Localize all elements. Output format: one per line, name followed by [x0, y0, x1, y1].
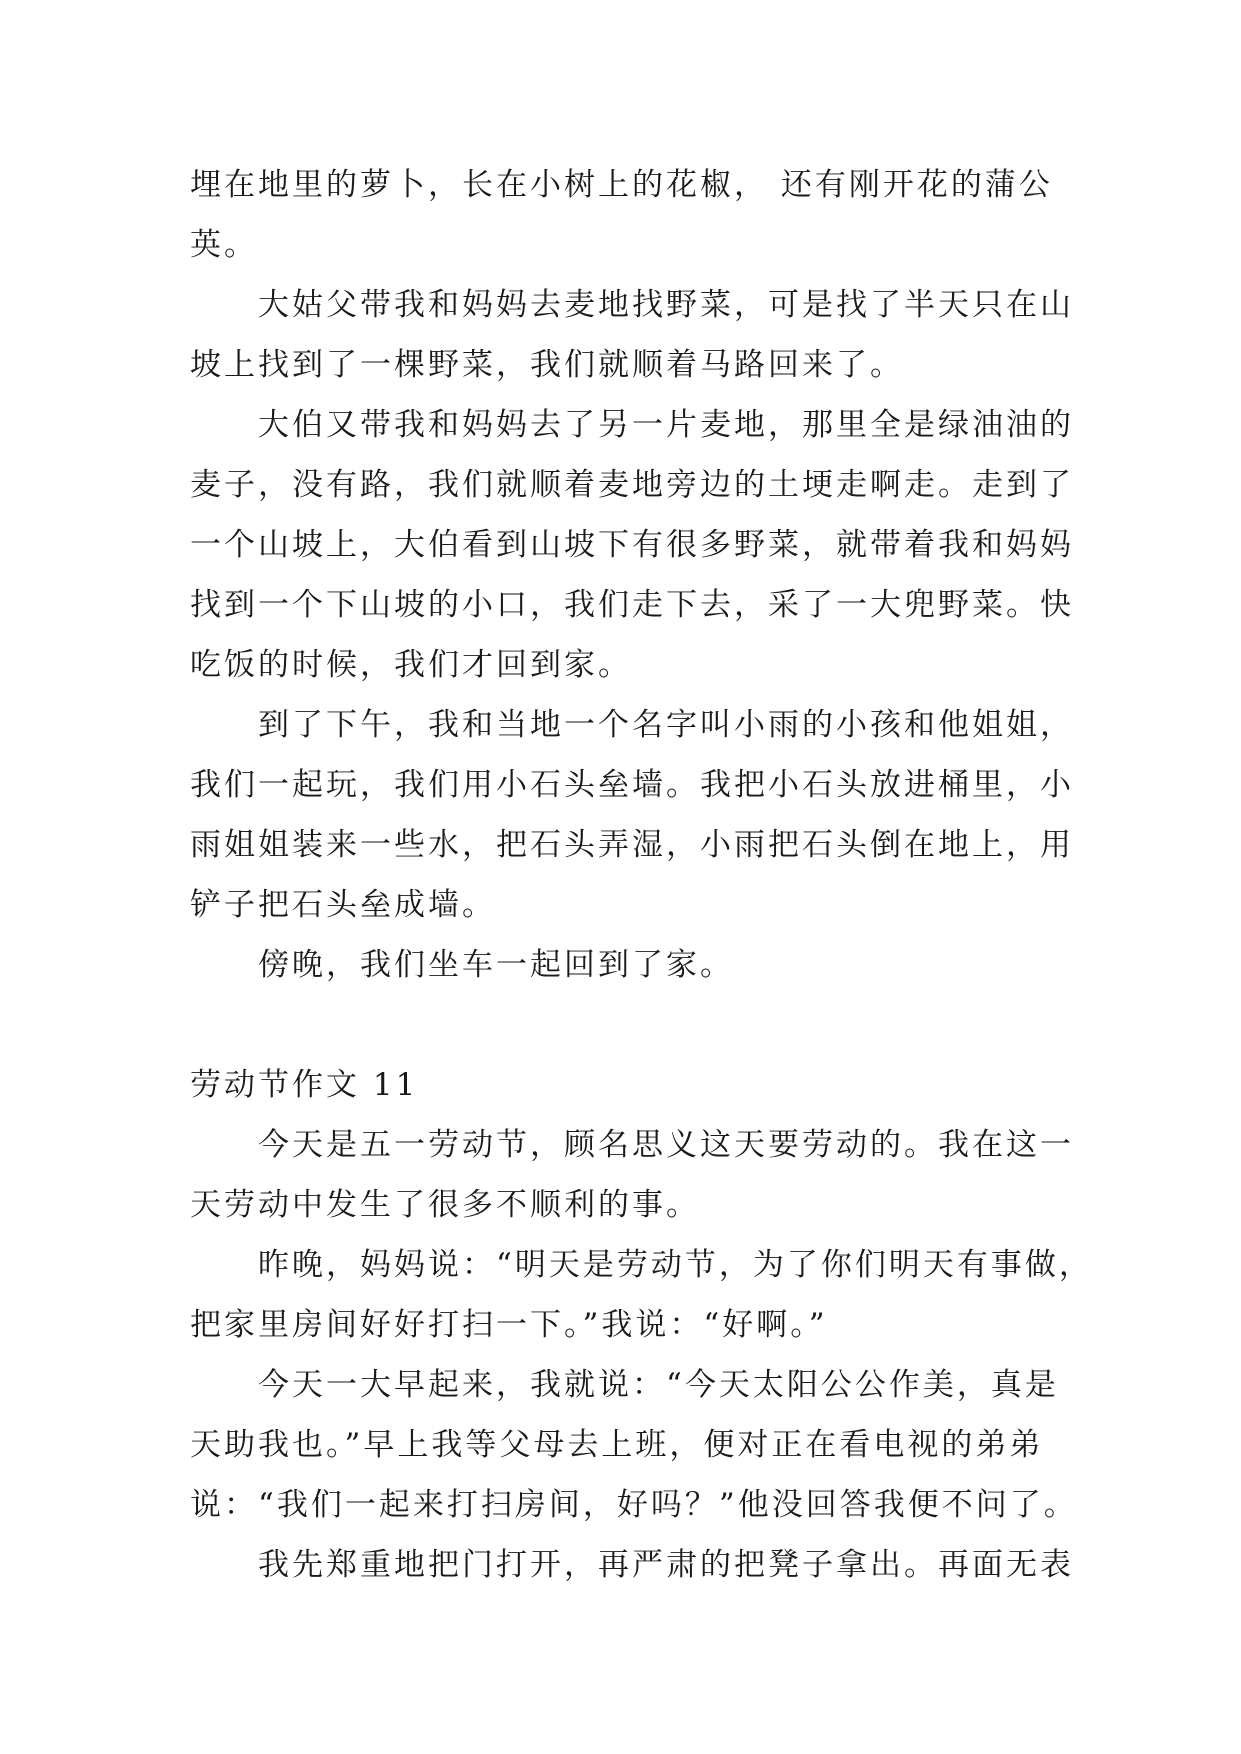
paragraph-start-line: 大姑父带我和妈妈去麦地找野菜，可是找了半天只在山 — [258, 287, 1074, 323]
text-line: 英。 — [190, 227, 258, 263]
text-line: 麦子，没有路，我们就顺着麦地旁边的土埂走啊走。走到了 — [190, 467, 1074, 503]
paragraph-start-line: 大伯又带我和妈妈去了另一片麦地，那里全是绿油油的 — [258, 407, 1074, 443]
text-line: 铲子把石头垒成墙。 — [190, 887, 496, 923]
text-line: 把家里房间好好打扫一下。”我说：“好啊。” — [190, 1307, 828, 1343]
paragraph-start-line: 我先郑重地把门打开，再严肃的把凳子拿出。再面无表 — [258, 1547, 1074, 1583]
text-line: 天助我也。”早上我等父母去上班，便对正在看电视的弟弟 — [190, 1427, 1044, 1463]
text-line: 找到一个下山坡的小口，我们走下去，采了一大兜野菜。快 — [190, 587, 1074, 623]
paragraph-start-line: 今天是五一劳动节，顾名思义这天要劳动的。我在这一 — [258, 1127, 1074, 1163]
text-line: 我们一起玩，我们用小石头垒墙。我把小石头放进桶里，小 — [190, 767, 1074, 803]
text-line: 一个山坡上，大伯看到山坡下有很多野菜，就带着我和妈妈 — [190, 527, 1074, 563]
text-line: 吃饭的时候，我们才回到家。 — [190, 647, 632, 683]
text-line: 埋在地里的萝卜，长在小树上的花椒， 还有刚开花的蒲公 — [190, 167, 1053, 203]
paragraph-start-line: 昨晚，妈妈说：“明天是劳动节，为了你们明天有事做， — [258, 1247, 1093, 1283]
paragraph-start-line: 今天一大早起来，我就说：“今天太阳公公作美，真是 — [258, 1367, 1059, 1403]
text-line: 天劳动中发生了很多不顺利的事。 — [190, 1187, 700, 1223]
section-gap — [190, 995, 1070, 1055]
text-line: 说：“我们一起来打扫房间，好吗？”他没回答我便不问了。 — [190, 1487, 1078, 1523]
paragraph-start-line: 到了下午，我和当地一个名字叫小雨的小孩和他姐姐， — [258, 707, 1074, 743]
paragraph-start-line: 傍晚，我们坐车一起回到了家。 — [258, 947, 734, 983]
document-body — [190, 155, 1093, 1595]
text-line: 坡上找到了一棵野菜，我们就顺着马路回来了。 — [190, 347, 904, 383]
text-line: 雨姐姐装来一些水，把石头弄湿，小雨把石头倒在地上，用 — [190, 827, 1074, 863]
section-heading: 劳动节作文 11 — [190, 1067, 419, 1103]
